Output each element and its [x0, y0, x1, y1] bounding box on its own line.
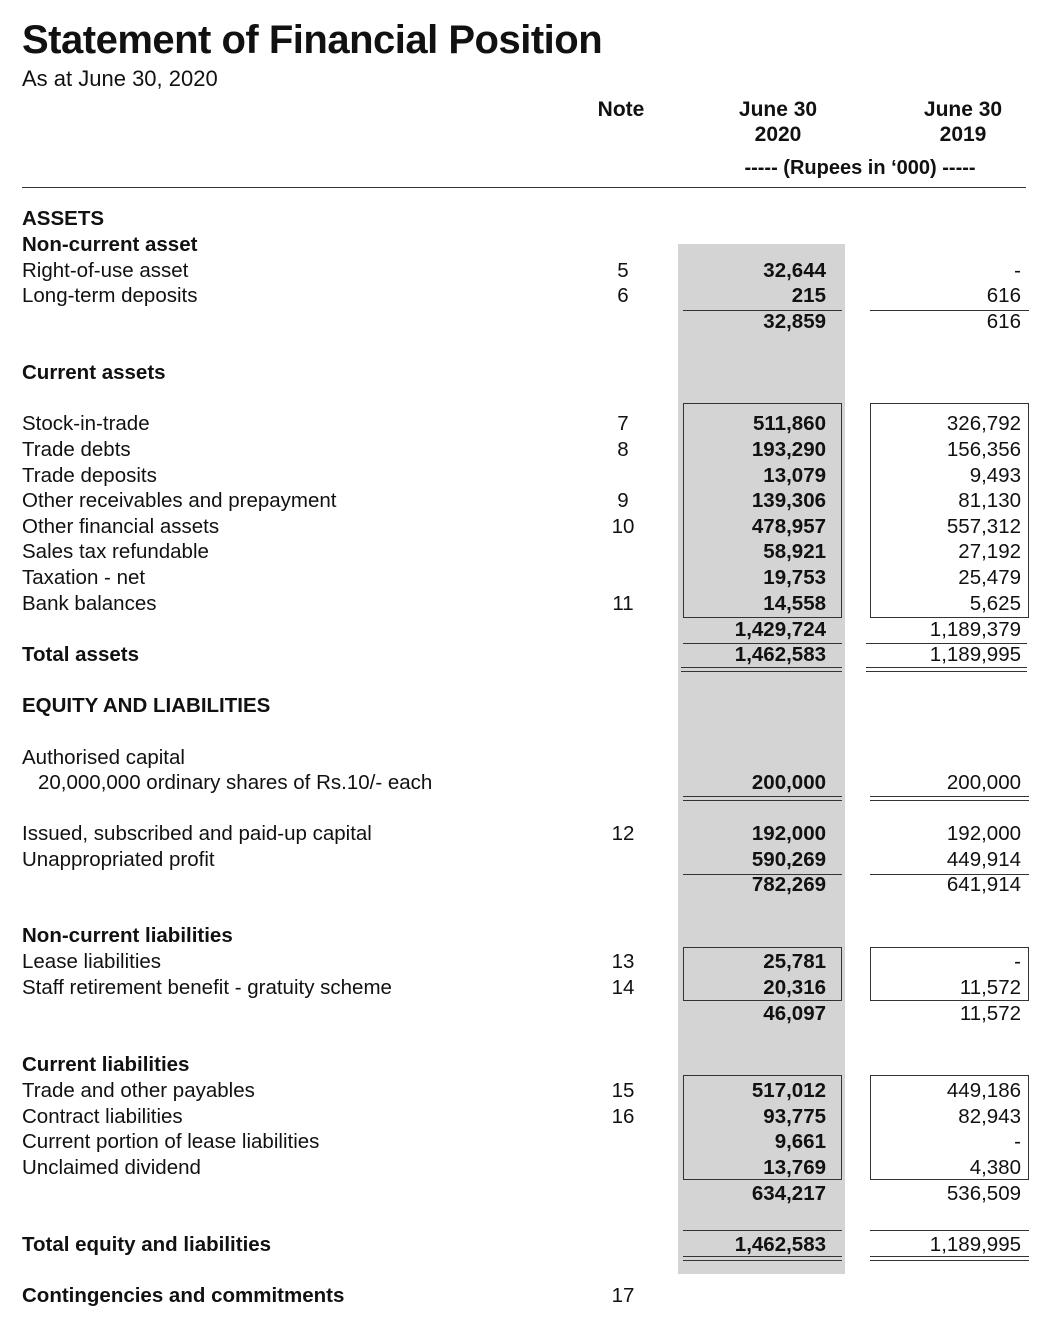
row-label: Contract liabilities [22, 1105, 183, 1128]
note-column-header: Note [597, 98, 645, 121]
row-note: 7 [617, 412, 629, 435]
table-row [0, 1001, 1050, 1027]
table-row [0, 514, 1050, 540]
row-value-2020: 215 [791, 284, 826, 307]
row-value-2020: 14,558 [763, 592, 826, 615]
row-note: 15 [611, 1079, 635, 1102]
row-value-2019: 449,186 [946, 1079, 1021, 1102]
row-value-2020: 634,217 [751, 1182, 826, 1205]
row-value-2020: 511,860 [753, 412, 826, 435]
row-label: Bank balances [22, 592, 157, 615]
row-label: 20,000,000 ordinary shares of Rs.10/- each [38, 771, 433, 794]
row-value-2019: 4,380 [969, 1156, 1021, 1179]
row-value-2019: 536,509 [946, 1182, 1021, 1205]
row-label: Trade and other payables [22, 1079, 255, 1102]
row-label: Lease liabilities [22, 950, 162, 973]
row-value-2020: 192,000 [751, 822, 826, 845]
row-label: Trade debts [22, 438, 131, 461]
row-value-2020: 58,921 [763, 540, 826, 563]
table-row [0, 1155, 1050, 1181]
row-value-2019: - [1014, 950, 1021, 973]
row-label: Long-term deposits [22, 284, 198, 307]
table-row [0, 1232, 1050, 1258]
row-label: Total equity and liabilities [22, 1233, 272, 1256]
row-label: Staff retirement benefit - gratuity scheme [22, 976, 392, 999]
row-label: Current liabilities [22, 1053, 190, 1076]
table-row [0, 949, 1050, 975]
row-label: Issued, subscribed and paid-up capital [22, 822, 372, 845]
table-row [0, 975, 1050, 1001]
table-row [0, 1052, 1050, 1078]
row-label: Contingencies and commitments [22, 1284, 345, 1307]
page-subtitle: As at June 30, 2020 [22, 66, 218, 91]
row-value-2020: 200,000 [751, 771, 826, 794]
table-row [0, 539, 1050, 565]
row-value-2019: 1,189,995 [929, 1233, 1021, 1256]
table-row [0, 770, 1050, 796]
row-label: Current assets [22, 361, 166, 384]
table-row [0, 1104, 1050, 1130]
table-row [0, 693, 1050, 719]
table-row [0, 411, 1050, 437]
table-row [0, 360, 1050, 386]
col-2019-header-line1: June 30 [923, 98, 1003, 121]
row-value-2019: 557,312 [946, 515, 1021, 538]
row-note: 9 [617, 489, 629, 512]
row-value-2020: 193,290 [751, 438, 826, 461]
table-row [0, 206, 1050, 232]
table-row [0, 1283, 1050, 1309]
row-value-2019: 81,130 [958, 489, 1021, 512]
row-value-2019: 11,572 [959, 976, 1021, 999]
row-value-2019: 1,189,379 [929, 618, 1021, 641]
row-value-2020: 19,753 [763, 566, 826, 589]
row-label: Stock-in-trade [22, 412, 150, 435]
row-value-2019: 156,356 [946, 438, 1021, 461]
row-note: 6 [617, 284, 629, 307]
row-value-2019: 25,479 [958, 566, 1021, 589]
row-label: Total assets [22, 643, 139, 666]
row-value-2020: 13,079 [763, 464, 826, 487]
row-label: Non-current liabilities [22, 924, 233, 947]
row-label: Trade deposits [22, 464, 157, 487]
row-value-2020: 20,316 [763, 976, 826, 999]
rule [870, 1230, 1029, 1231]
row-label: Taxation - net [22, 566, 146, 589]
units-label: ----- (Rupees in ‘000) ----- [744, 157, 976, 179]
table-row [0, 821, 1050, 847]
table-row [0, 1078, 1050, 1104]
row-value-2019: 5,625 [969, 592, 1021, 615]
row-value-2019: 1,189,995 [929, 643, 1021, 666]
row-note: 17 [611, 1284, 635, 1307]
row-note: 10 [611, 515, 635, 538]
page-title: Statement of Financial Position [22, 18, 603, 62]
table-row [0, 872, 1050, 898]
table-row [0, 488, 1050, 514]
row-label: Unappropriated profit [22, 848, 215, 871]
table-row [0, 1181, 1050, 1207]
row-value-2020: 9,661 [774, 1130, 826, 1153]
row-value-2020: 1,462,583 [734, 643, 826, 666]
double-rule [683, 796, 842, 801]
row-value-2020: 478,957 [751, 515, 826, 538]
row-value-2020: 46,097 [763, 1002, 826, 1025]
row-label: Sales tax refundable [22, 540, 209, 563]
row-value-2020: 32,859 [763, 310, 826, 333]
row-label: Non-current asset [22, 233, 198, 256]
row-label: Other financial assets [22, 515, 220, 538]
row-value-2020: 517,012 [751, 1079, 826, 1102]
table-row [0, 591, 1050, 617]
row-value-2019: 616 [986, 310, 1021, 333]
row-value-2020: 13,769 [763, 1156, 826, 1179]
row-note: 14 [611, 976, 635, 999]
table-row [0, 642, 1050, 668]
row-value-2020: 25,781 [763, 950, 826, 973]
row-label: Other receivables and prepayment [22, 489, 337, 512]
row-label: ASSETS [22, 207, 105, 230]
table-row [0, 745, 1050, 771]
row-label: Right-of-use asset [22, 259, 189, 282]
row-value-2019: 192,000 [946, 822, 1021, 845]
row-note: 16 [611, 1105, 635, 1128]
table-row [0, 283, 1050, 309]
col-2020-header-line2: 2020 [754, 123, 802, 146]
row-value-2019: - [1014, 1130, 1021, 1153]
col-2019-header-line2: 2019 [939, 123, 987, 146]
row-note: 5 [617, 259, 629, 282]
row-value-2019: - [1014, 259, 1021, 282]
table-row [0, 232, 1050, 258]
row-note: 12 [611, 822, 635, 845]
table-row [0, 923, 1050, 949]
row-value-2019: 200,000 [946, 771, 1021, 794]
row-label: Unclaimed dividend [22, 1156, 201, 1179]
row-note: 13 [611, 950, 635, 973]
table-row [0, 437, 1050, 463]
row-value-2020: 93,775 [763, 1105, 826, 1128]
row-value-2020: 1,462,583 [734, 1233, 826, 1256]
row-value-2020: 139,306 [751, 489, 826, 512]
row-value-2019: 641,914 [946, 873, 1021, 896]
table-row [0, 1129, 1050, 1155]
row-value-2019: 449,914 [946, 848, 1021, 871]
header-divider [22, 187, 1026, 188]
table-row [0, 309, 1050, 335]
row-value-2020: 1,429,724 [734, 618, 826, 641]
row-value-2019: 326,792 [946, 412, 1021, 435]
row-label: EQUITY AND LIABILITIES [22, 694, 271, 717]
row-value-2019: 82,943 [958, 1105, 1021, 1128]
row-label: Authorised capital [22, 746, 185, 769]
rule [683, 1230, 842, 1231]
row-note: 11 [612, 592, 634, 615]
row-value-2019: 11,572 [959, 1002, 1021, 1025]
row-value-2020: 590,269 [751, 848, 826, 871]
row-value-2020: 782,269 [751, 873, 826, 896]
row-value-2019: 616 [986, 284, 1021, 307]
table-row [0, 463, 1050, 489]
table-row [0, 258, 1050, 284]
row-label: Current portion of lease liabilities [22, 1130, 320, 1153]
table-row [0, 847, 1050, 873]
table-row [0, 565, 1050, 591]
table-row [0, 617, 1050, 643]
row-value-2020: 32,644 [763, 259, 826, 282]
col-2020-header-line1: June 30 [738, 98, 818, 121]
row-value-2019: 27,192 [958, 540, 1021, 563]
double-rule [870, 796, 1029, 801]
row-note: 8 [617, 438, 629, 461]
row-value-2019: 9,493 [969, 464, 1021, 487]
